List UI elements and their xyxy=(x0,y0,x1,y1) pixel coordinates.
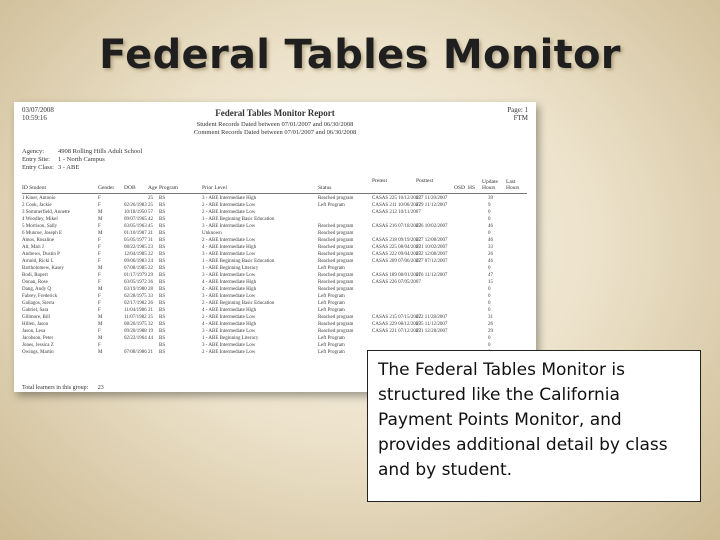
cell-student: Jacobson, Peter xyxy=(22,336,54,341)
table-row xyxy=(22,244,527,251)
cell-gender: F xyxy=(98,329,101,334)
cell-dob: 03/19/1980 xyxy=(124,287,147,292)
cell-posttest: 235 11/12/2007 xyxy=(416,322,448,327)
cell-age: 25 xyxy=(148,315,153,320)
cell-gender: M xyxy=(98,336,103,341)
cell-program: BS xyxy=(159,350,166,355)
col-last-hours: Last Hours xyxy=(506,179,520,191)
table-row xyxy=(22,223,527,230)
cell-dob: 02/26/1983 xyxy=(124,203,147,208)
cell-student: Hillen, Jason xyxy=(22,322,49,327)
cell-status: Reached program xyxy=(318,287,354,292)
total-label: Total learners in this group: xyxy=(22,385,89,391)
table-row xyxy=(22,230,527,237)
table-row xyxy=(22,279,527,286)
cell-gender: F xyxy=(98,203,101,208)
cell-prior-level: 1 - ABE Beginning Literacy xyxy=(202,266,259,271)
cell-age: 45 xyxy=(148,224,153,229)
table-row xyxy=(22,202,527,209)
cell-age: 57 xyxy=(148,210,153,215)
cell-hours: 46 xyxy=(488,238,493,243)
cell-student: Amos, Rosaline xyxy=(22,238,54,243)
cell-hours: 29 xyxy=(488,329,493,334)
cell-gender: F xyxy=(98,252,101,257)
cell-program: BS xyxy=(159,224,166,229)
cell-posttest: 237 11/20/2007 xyxy=(416,196,448,201)
cell-status: Reached program xyxy=(318,322,354,327)
cell-prior-level: 3 - ABE Intermediate High xyxy=(202,196,257,201)
cell-status: Reached program xyxy=(318,329,354,334)
cell-student: Owings, Martin xyxy=(22,350,54,355)
cell-status: Left Program xyxy=(318,343,345,348)
cell-prior-level: 4 - ABE Intermediate High xyxy=(202,287,257,292)
cell-hours: 15 xyxy=(488,280,493,285)
cell-prior-level: 2 - ABE Intermediate Low xyxy=(202,210,256,215)
cell-student: Gabriel, Sara xyxy=(22,308,49,313)
col-prior-level: Prior Level xyxy=(202,185,227,191)
cell-hours: 33 xyxy=(488,245,493,250)
cell-student: Fabrey, Frederick xyxy=(22,294,58,299)
cell-dob: 11/07/1982 xyxy=(124,315,147,320)
entry-class-value: 3 - ABE xyxy=(58,164,80,171)
cell-hours: 0 xyxy=(488,294,491,299)
cell-student: Bartholomew, Kasey xyxy=(22,266,64,271)
cell-posttest: 232 12/08/2007 xyxy=(416,252,448,257)
cell-age: 21 xyxy=(148,308,153,313)
cell-posttest: 227 12/08/2007 xyxy=(416,238,448,243)
cell-prior-level: 2 - ABE Intermediate Low xyxy=(202,203,256,208)
cell-gender: M xyxy=(98,210,103,215)
cell-hours: 0 xyxy=(488,266,491,271)
entry-site-value: 1 - North Campus xyxy=(58,156,105,163)
cell-age: 23 xyxy=(148,245,153,250)
cell-dob: 03/05/1972 xyxy=(124,280,147,285)
cell-status: Reached program xyxy=(318,231,354,236)
report-page xyxy=(507,106,528,122)
cell-prior-level: 3 - ABE Intermediate Low xyxy=(202,343,256,348)
cell-student: 6 Munroe, Joseph E xyxy=(22,231,62,236)
cell-program: BS xyxy=(159,252,166,257)
table-row xyxy=(22,328,527,335)
cell-posttest: 222 11/28/2007 xyxy=(416,315,448,320)
cell-program: BS xyxy=(159,315,166,320)
cell-gender: M xyxy=(98,350,103,355)
cell-prior-level: 2 - ABE Intermediate Low xyxy=(202,350,256,355)
cell-dob: 08/22/1985 xyxy=(124,245,147,250)
entry-site-line xyxy=(22,156,105,163)
cell-prior-level: 3 - ABE Intermediate Low xyxy=(202,294,256,299)
cell-dob: 11/04/1986 xyxy=(124,308,147,313)
cell-pretest: CASAS 209 07/06/2007 xyxy=(372,259,421,264)
cell-hours: 9 xyxy=(488,203,491,208)
cell-prior-level: 1 - ABE Beginning Basic Education xyxy=(202,259,275,264)
cell-age: 22 xyxy=(148,252,153,257)
cell-pretest: CASAS 189 08/01/2007 xyxy=(372,273,421,278)
cell-age: 25 xyxy=(148,196,153,201)
report-time-value: 10:59:16 xyxy=(22,114,47,122)
agency-value: 4908 Rolling Hills Adult School xyxy=(58,148,143,155)
cell-posttest: 231 12/28/2007 xyxy=(416,329,448,334)
slide-title: Federal Tables Monitor xyxy=(99,32,621,78)
cell-student: Gallagos, Sierra xyxy=(22,301,55,306)
cell-pretest: CASAS 229 08/12/2007 xyxy=(372,322,421,327)
cell-status: Left Program xyxy=(318,350,345,355)
cell-pretest: CASAS 222 09/04/2007 xyxy=(372,252,421,257)
description-callout: The Federal Tables Monitor is structured like the California Payment Points Monitor, and provides additional detail by class and by student. xyxy=(367,350,701,502)
cell-hours: 0 xyxy=(488,301,491,306)
cell-status: Left Program xyxy=(318,294,345,299)
cell-hours: 0 xyxy=(488,210,491,215)
cell-prior-level: 4 - ABE Intermediate High xyxy=(202,245,257,250)
cell-prior-level: 4 - ABE Intermediate High xyxy=(202,322,257,327)
report-page-number: Page: 1 xyxy=(507,106,528,114)
total-value: 23 xyxy=(97,385,104,391)
col-pretest: Pretest xyxy=(372,178,387,184)
cell-gender: F xyxy=(98,238,101,243)
cell-status: Left Program xyxy=(318,336,345,341)
table-row xyxy=(22,293,527,300)
cell-prior-level: 3 - ABE Intermediate Low xyxy=(202,252,256,257)
cell-program: BS xyxy=(159,343,166,348)
cell-prior-level: 2 - ABE Intermediate Low xyxy=(202,238,256,243)
cell-age: 24 xyxy=(148,259,153,264)
cell-pretest: CASAS 212 10/11/2007 xyxy=(372,210,421,215)
cell-status: Reached program xyxy=(318,238,354,243)
cell-dob: 09/20/1988 xyxy=(124,329,147,334)
cell-status: Left Program xyxy=(318,266,345,271)
cell-hours: 0 xyxy=(488,343,491,348)
cell-dob: 07/08/1985 xyxy=(124,266,147,271)
col-student: ID Student xyxy=(22,185,46,191)
cell-program: BS xyxy=(159,231,166,236)
cell-status: Reached program xyxy=(318,315,354,320)
table-row xyxy=(22,216,527,223)
cell-dob: 08/26/1975 xyxy=(124,322,147,327)
table-row xyxy=(22,251,527,258)
cell-age: 29 xyxy=(148,273,153,278)
cell-hours: 46 xyxy=(488,259,493,264)
cell-gender: F xyxy=(98,301,101,306)
table-row xyxy=(22,237,527,244)
cell-age: 32 xyxy=(148,322,153,327)
total-line xyxy=(22,385,104,391)
cell-pretest: CASAS 211 10/06/2007 xyxy=(372,203,421,208)
cell-prior-level: 1 - ABE Beginning Basic Education xyxy=(202,217,275,222)
cell-prior-level: 4 - ABE Intermediate High xyxy=(202,280,257,285)
table-row xyxy=(22,314,527,321)
cell-program: BS xyxy=(159,336,166,341)
cell-gender: F xyxy=(98,259,101,264)
cell-status: Left Program xyxy=(318,301,345,306)
cell-hours: 26 xyxy=(488,252,493,257)
col-status: Status xyxy=(318,185,332,191)
cell-program: BS xyxy=(159,294,166,299)
cell-gender: M xyxy=(98,287,103,292)
cell-gender: M xyxy=(98,217,103,222)
cell-status: Reached program xyxy=(318,252,354,257)
cell-program: BS xyxy=(159,210,166,215)
cell-hours: 0 xyxy=(488,287,491,292)
cell-age: 44 xyxy=(148,336,153,341)
cell-prior-level: 3 - ABE Intermediate Low xyxy=(202,273,256,278)
cell-age: 26 xyxy=(148,301,153,306)
cell-dob: 07/08/1986 xyxy=(124,350,147,355)
cell-age: 28 xyxy=(148,287,153,292)
cell-posttest: 229 11/12/2007 xyxy=(416,203,448,208)
cell-student: Jason, Lesa xyxy=(22,329,46,334)
cell-age: 36 xyxy=(148,280,153,285)
table-row xyxy=(22,209,527,216)
entry-class-line xyxy=(22,164,79,171)
cell-program: BS xyxy=(159,273,166,278)
cell-student: 3 Sommerfield, Annette xyxy=(22,210,70,215)
cell-student: Bodi, Rupert xyxy=(22,273,48,278)
cell-status: Reached program xyxy=(318,245,354,250)
cell-program: BS xyxy=(159,217,166,222)
cell-posttest: 216 11/12/2007 xyxy=(416,273,448,278)
cell-student: Dang, Andy Q xyxy=(22,287,52,292)
entry-class-label: Entry Class: xyxy=(22,164,54,171)
cell-student: Arnold, Ricki L xyxy=(22,259,54,264)
cell-program: BS xyxy=(159,266,166,271)
cell-student: 4 Woodley, Mikel xyxy=(22,217,58,222)
cell-prior-level: 1 - ABE Beginning Literacy xyxy=(202,336,259,341)
cell-dob: 01/17/1979 xyxy=(124,273,147,278)
table-row xyxy=(22,195,527,202)
cell-program: BS xyxy=(159,203,166,208)
cell-student: Jones, Jessica Z xyxy=(22,343,54,348)
cell-prior-level: 2 - ABE Intermediate Low xyxy=(202,315,256,320)
table-row xyxy=(22,335,527,342)
cell-gender: F xyxy=(98,308,101,313)
cell-program: BS xyxy=(159,259,166,264)
cell-gender: M xyxy=(98,231,103,236)
cell-pretest: CASAS 225 08/04/2007 xyxy=(372,245,421,250)
cell-dob: 02/28/1975 xyxy=(124,294,147,299)
cell-age: 21 xyxy=(148,350,153,355)
cell-prior-level: Unknown xyxy=(202,231,222,236)
cell-prior-level: 2 - ABE Beginning Basic Education xyxy=(202,301,275,306)
cell-student: Andrews, Dustin P xyxy=(22,252,60,257)
cell-posttest: 227 07/12/2007 xyxy=(416,259,448,264)
report-page-code: FTM xyxy=(513,114,528,122)
cell-age: 22 xyxy=(148,266,153,271)
table-row xyxy=(22,321,527,328)
cell-dob: 05/05/1977 xyxy=(124,238,147,243)
report-title: Federal Tables Monitor Report xyxy=(215,108,335,118)
cell-hours: 26 xyxy=(488,322,493,327)
cell-gender: F xyxy=(98,294,101,299)
cell-dob: 09/06/1983 xyxy=(124,259,147,264)
col-dob: DOB xyxy=(124,185,136,191)
cell-hours: 0 xyxy=(488,336,491,341)
table-row xyxy=(22,342,527,349)
student-table-body xyxy=(22,195,527,356)
cell-gender: M xyxy=(98,266,103,271)
agency-line xyxy=(22,148,142,155)
cell-dob: 12/04/1985 xyxy=(124,252,147,257)
cell-gender: M xyxy=(98,322,103,327)
cell-dob: 01/10/1987 xyxy=(124,231,147,236)
cell-age: 31 xyxy=(148,238,153,243)
cell-posttest: 236 10/02/2007 xyxy=(416,224,448,229)
cell-pretest: CASAS 216 07/18/2007 xyxy=(372,224,421,229)
cell-status: Left Program xyxy=(318,308,345,313)
table-header xyxy=(22,177,527,194)
table-row xyxy=(22,272,527,279)
cell-program: BS xyxy=(159,329,166,334)
table-row xyxy=(22,258,527,265)
col-program: Program xyxy=(159,185,178,191)
cell-student: Gillmore, Bill xyxy=(22,315,51,320)
cell-gender: F xyxy=(98,245,101,250)
cell-program: BS xyxy=(159,245,166,250)
cell-dob: 02/17/1982 xyxy=(124,301,147,306)
cell-hours: 46 xyxy=(488,224,493,229)
cell-student: 1 Kiner, Antonio xyxy=(22,196,56,201)
cell-student: 2 Cook, Jackie xyxy=(22,203,52,208)
cell-student: 5 Morrison, Sally xyxy=(22,224,58,229)
cell-gender: F xyxy=(98,196,101,201)
cell-dob: 02/22/1964 xyxy=(124,336,147,341)
cell-hours: 39 xyxy=(488,196,493,201)
table-row xyxy=(22,265,527,272)
cell-program: BS xyxy=(159,301,166,306)
cell-pretest: CASAS 215 07/15/2007 xyxy=(372,315,421,320)
cell-student: Oonan, Rose xyxy=(22,280,48,285)
cell-prior-level: 4 - ABE Intermediate High xyxy=(202,308,257,313)
cell-hours: 31 xyxy=(488,315,493,320)
report-subtitle-2: Comment Records Dated between 07/01/2007 and 06/30/2008 xyxy=(193,129,357,136)
cell-pretest: CASAS 218 09/19/2007 xyxy=(372,238,421,243)
cell-status: Reached program xyxy=(318,280,354,285)
cell-age: 42 xyxy=(148,217,153,222)
cell-gender: F xyxy=(98,343,101,348)
cell-age: 25 xyxy=(148,203,153,208)
cell-program: BS xyxy=(159,308,166,313)
cell-status: Reached program xyxy=(318,273,354,278)
cell-gender: M xyxy=(98,315,103,320)
table-row xyxy=(22,300,527,307)
cell-gender: F xyxy=(98,273,101,278)
col-update-hours: Update Hours xyxy=(482,179,498,191)
cell-age: 33 xyxy=(148,294,153,299)
cell-program: BS xyxy=(159,238,166,243)
report-subtitle-1: Student Records Dated between 07/01/2007 and 06/30/2008 xyxy=(196,121,354,128)
cell-dob: 03/05/1963 xyxy=(124,224,147,229)
cell-age: 21 xyxy=(148,231,153,236)
report-screenshot xyxy=(14,102,536,392)
cell-status: Reached program xyxy=(318,196,354,201)
table-row xyxy=(22,307,527,314)
col-gender: Gender xyxy=(98,185,115,191)
cell-prior-level: 3 - ABE Intermediate Low xyxy=(202,224,256,229)
cell-gender: F xyxy=(98,280,101,285)
cell-pretest: CASAS 225 10/12/2007 xyxy=(372,196,421,201)
cell-age: 19 xyxy=(148,329,153,334)
col-osd: OSD xyxy=(454,185,466,191)
cell-pretest: CASAS 221 07/12/2007 xyxy=(372,329,421,334)
col-posttest: Posttest xyxy=(416,178,434,184)
cell-status: Left Program xyxy=(318,203,345,208)
report-date-value: 03/07/2008 xyxy=(22,106,54,114)
cell-hours: 0 xyxy=(488,231,491,236)
col-age: Age xyxy=(148,185,158,191)
cell-hours: 0 xyxy=(488,308,491,313)
cell-posttest: 231 10/02/2007 xyxy=(416,245,448,250)
cell-program: BS xyxy=(159,196,166,201)
cell-student: Alt, Mari J xyxy=(22,245,44,250)
agency-label: Agency: xyxy=(22,148,45,155)
cell-hours: 0 xyxy=(488,217,491,222)
cell-hours: 47 xyxy=(488,273,493,278)
cell-program: BS xyxy=(159,287,166,292)
table-row xyxy=(22,286,527,293)
cell-gender: F xyxy=(98,224,101,229)
cell-pretest: CASAS 226 07/05/2007 xyxy=(372,280,421,285)
cell-status: Reached program xyxy=(318,224,354,229)
cell-dob: 10/18/1950 xyxy=(124,210,147,215)
cell-prior-level: 3 - ABE Intermediate Low xyxy=(202,329,256,334)
cell-program: BS xyxy=(159,280,166,285)
cell-program: BS xyxy=(159,322,166,327)
cell-status: Reached program xyxy=(318,259,354,264)
col-hs: HS xyxy=(468,185,476,191)
cell-dob: 09/07/1965 xyxy=(124,217,147,222)
entry-site-label: Entry Site: xyxy=(22,156,50,163)
